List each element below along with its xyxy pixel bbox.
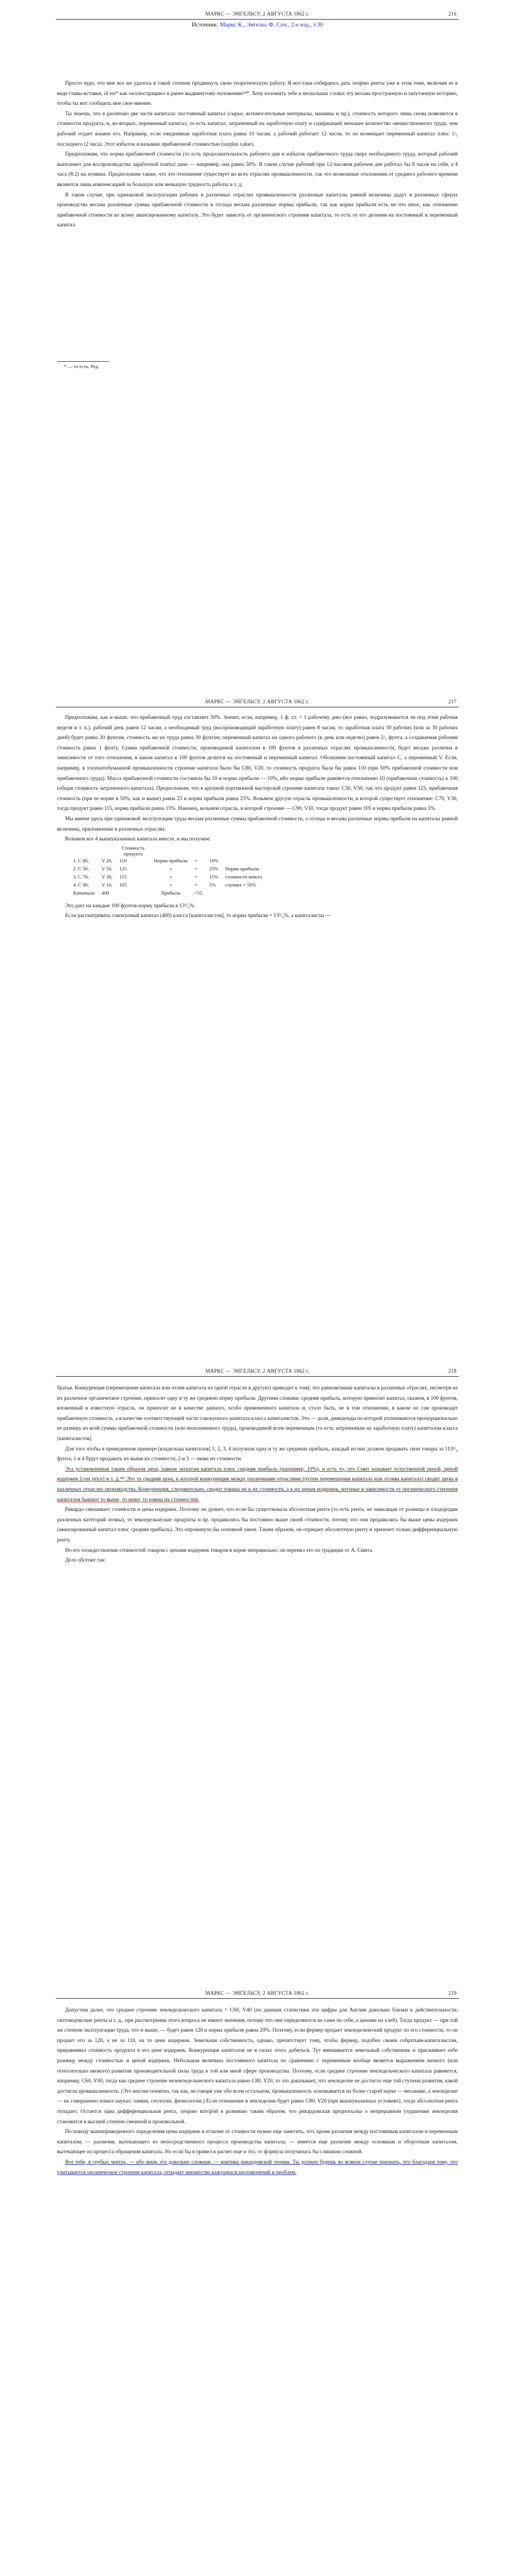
column-header: Стоимость продукта xyxy=(121,844,145,857)
page-header xyxy=(56,696,459,707)
table-cell: 4. С 90, xyxy=(73,881,89,888)
paragraph: Но его отождествление стоимостей товаров с ценами издержек товаров в корне неправильно; он перенял это по традиции от А. Смита. xyxy=(65,1547,374,1554)
table-cell: V 30, xyxy=(101,873,113,880)
source-prefix: Источник: xyxy=(191,22,220,28)
page-number: 218 xyxy=(448,1368,457,1374)
page-body xyxy=(56,2006,459,2178)
table-cell: стоимости вовсех xyxy=(225,873,263,880)
table-row xyxy=(70,873,266,881)
footnote-divider xyxy=(57,361,109,362)
table-row xyxy=(70,881,266,889)
table-row xyxy=(70,857,266,865)
source-citation xyxy=(56,22,459,28)
letter-page-218 xyxy=(56,1365,459,1566)
table-cell: Капитала xyxy=(73,889,95,896)
paragraph-highlighted: Вот тебе, в грубых чертах, — ибо вещь эта довольно сложная, — критика рикардовской теории. Ты должен будешь во всяком случае признать, что благодаря тому, что учитывается органическое строение капитала, отпадает множество кажущихся противоречий и проблем. xyxy=(57,2159,458,2176)
page-header-title: МАРКС — ЭНГЕЛЬСУ, 2 АВГУСТА 1862 г. xyxy=(205,11,310,17)
table-cell: 25% xyxy=(209,865,219,872)
footnote: * — то есть. Ред. xyxy=(64,363,100,369)
table-cell: 400 xyxy=(101,889,109,896)
table-total-row xyxy=(70,889,266,897)
table-cell: 3. С 70, xyxy=(73,873,89,880)
table-cell: = xyxy=(194,881,197,888)
paragraph: В таком случае, при одинаковой эксплуатации рабочих в различных отраслях промышленности различные капиталы равной величины дадут в различных сферах производства весьма различные суммы прибавочной стоимости и отсюда весьма различные нормы прибыли, так как норма прибыли есть не что иное, как отношение прибавочной стоимости ко всему авансированному капиталу. Это будет зависеть от органического строения капитала, то есть от его деления на постоянный и переменный капитал. xyxy=(57,192,458,229)
table-cell: Норма прибыли xyxy=(154,857,188,863)
paragraph: Если рассматривать совокупный капитал (400) класса [капиталистов], то норма прибыли = 13³/₄%, а капиталисты — xyxy=(65,913,331,919)
table-row xyxy=(70,865,266,873)
table-cell: V 20, xyxy=(101,857,113,863)
table-cell: 105 xyxy=(119,881,127,888)
table-cell: » xyxy=(169,873,172,880)
paragraph: Рикардо смешивает стоимости и цены издержек. Поэтому он думает, что если бы существовала абсолютная рента (то есть рента, не зависящая от разницы в плодородии различных категорий почвы), то земледельческие продукты и пр. продавались бы постоянно выше своей стоимости, потому что они продавались бы выше цены издержек (авансированный капитал плюс средняя прибыль). Это опрокинуло бы основной закон. Таким образом, он отрицает абсолютную ренту и признает только дифференциальную ренту. xyxy=(57,1507,458,1543)
table-cell: V 10, xyxy=(101,881,113,888)
paragraph: Мы имеем здесь при одинаковой эксплуатации труда весьма различные суммы прибавочной стоимости, а отсюда и весьма различные нормы прибыли на капиталы равной величины, приложенные в различных отраслях. xyxy=(57,816,458,832)
paragraph: Для того чтобы в приведенном примере [владельцы капиталов] 1, 2, 3, 4 получили одну и ту же среднюю прибыль, каждый из них должен продавать свои товары за 113³/₄ фунта; 1 и 4 будут продавать их выше их стоимости, 2 и 3 — ниже их стоимости. xyxy=(57,1446,458,1463)
table-cell: 15% xyxy=(209,873,219,880)
table-cell: Норма прибыли xyxy=(225,865,259,872)
table-cell: 10% xyxy=(209,857,219,863)
table-cell: Прибыль xyxy=(161,889,181,896)
page-number: 216 xyxy=(448,11,457,17)
paragraph: Это дает на каждые 100 фунтов норму прибыли в 13³/₄%. xyxy=(65,903,196,909)
page-header xyxy=(56,1365,459,1377)
letter-page-217 xyxy=(56,696,459,922)
table-cell: » xyxy=(169,865,172,872)
table-cell: 110 xyxy=(119,857,127,863)
letter-page-216 xyxy=(56,8,459,369)
page-number: 219 xyxy=(448,1990,457,1996)
table-cell: 2. С 50, xyxy=(73,865,89,872)
capital-calculation-table xyxy=(70,845,266,897)
paragraph: Ты знаешь, что я различаю две части капитала: постоянный капитал (сырье, вспомогательные материалы, машины и пр.), стоимость которого лишь снова появляется в стоимости продукта, и, во-вторых, переменный капитал, то есть капитал, затраченный на заработную плату и содержащий меньшее количество овеществленного труда, чем рабочий отдает взамен его. Например, если ежедневная заработная плата равна 10 часам, а рабочий работает 12 часов, то он возмещает переменный капитал плюс 1/₅ последнего (2 часа). Этот избыток я называю прибавочной стоимостью (surplus value). xyxy=(57,111,458,147)
paragraph: Предположим, как и выше, что прибавочный труд составляет 50%. Значит, если, например, 1 ф. ст. = 1 рабочему дню (все равно, подразумевается ли под этим рабочая неделя и т. п.), рабочий день равен 12 часам, а необходимый труд (воспроизводящий заработную плату) равен 8 часам, то заработная плата 30 рабочих (или за 30 рабочих дней) будет равна 20 фунтам, стоимость же их труда равна 30 фунтам; переменный капитал на одного рабочего (в день или неделю) равен 2/₃ фунта, а создаваемая рабочим стоимость равна 1 фунту. Сумма прибавочной стоимости, производимой капиталом в 100 фунтов в различных отраслях промышленности, будет весьма различна в зависимости от того отношения, в каком капитал в 100 фунтов делится на постоянный и переменный капитал. Обозначим постоянный капитал С, а переменный V. Если, например, в хлопчатобумажной промышленности строение капитала было бы С80, V20, то стоимость продукта была бы равна 110 (при 50% прибавочной стоимости или прибавочного труда). Масса прибавочной стоимости составила бы 10 и норма прибыли — 10%, ибо норма прибыли равняется отношению 10 (прибавочная стоимость) к 100 (общая стоимость затраченного капитала). Предположим, что в крупной портняжной мастерской строение капитала такое: С50, V50, так что продукт равен 125, прибавочная стоимость (при ее норме в 50%, как и выше) равна 25 и норма прибыли равна 25%. Возьмем другую отрасль промышленности, в которой существует отношение: С70, V30, тогда продукт равен 115, норма прибыли равна 15%. Наконец, возьмем отрасль, в которой строение — С90, V10, тогда продукт равен 105 и норма прибыли равна 5%. xyxy=(57,715,458,812)
paragraph: Возьмем все 4 вышеуказанных капитала вместе, и мы получим: xyxy=(65,836,211,843)
letter-page-219 xyxy=(56,1987,459,2178)
page-body xyxy=(56,1384,459,1566)
table-cell: = xyxy=(194,865,197,872)
page-body xyxy=(56,79,459,369)
table-cell: 5% xyxy=(209,881,216,888)
paragraph: Дело обстоит так: xyxy=(65,1558,107,1564)
table-cell: = xyxy=(194,873,197,880)
page-number: 217 xyxy=(448,699,457,704)
table-cell: 1. С 80, xyxy=(73,857,89,863)
page-header xyxy=(56,1987,459,1999)
page-header-title: МАРКС — ЭНГЕЛЬСУ, 2 АВГУСТА 1862 г. xyxy=(205,1990,310,1996)
paragraph-highlighted: Эта установленная таким образом цена, равная затратам капитала плюс средняя прибыль (например, 10%), и есть то, что Смит называет естественной ценой, ценой издержек [cost price] и т. д.³⁴¹ Это та средняя цена, к которой конкуренция между различными отраслями (путем перемещения капитала или отлива капитала) сводит цены в различных отраслях производства. Конкуренция, следовательно, сводит товары не к их стоимости, а к их ценам издержек, которые в зависимости от органического строения капиталов бывают то выше, то ниже, то равны их стоимостям. xyxy=(57,1466,458,1503)
paragraph: Предположим, что норма прибавочной стоимости (то есть продолжительность рабочего дня и избыток прибавочного труда сверх необходимого труда, который рабочий выполняет для воспроизводства заработной платы) дана — например, она равна 50%. В таком случае рабочий при 12-часовом рабочем дне работал бы 8 часов на себя, а 4 часа (8:2) на хозяина. Предположим также, что это отношение существует во всех отраслях промышленности, так что возможные отклонения от среднего рабочего времени являются лишь компенсацией за большую или меньшую трудность работы и т. д. xyxy=(57,151,458,188)
table-cell: = xyxy=(194,857,197,863)
source-link[interactable]: Маркс К., Энгельс Ф. Соч., 2-е изд., т.30 xyxy=(219,22,324,28)
table-cell: 115 xyxy=(119,873,127,880)
paragraph: Допустим далее, что среднее строение земледельческого капитала = С60, V40 (по данным статистики эти цифры для Англии довольно близки к действительности; скотоводческие ренты и т. д., при рассмотрении этого вопроса не имеют значения, потому что они определяются не сами по себе, а ценами на хлеб). Тогда продукт — при той же степени эксплуатации труда, что и выше, — будет равен 120 и норма прибыли равна 20%. Поэтому, если фермер продает земледельческий продукт по его стоимости, то он продает его за 120, а не за 110, на то цене издержек. Земельная собственность, однако, препятствует тому, чтобы фермер, подобно своим собратьям-капиталистам, приравнивал стоимость продукта к его цене издержек. Конкуренция капиталов не в силах этого добиться. Тут вмешивается земельный собственник и присваивает себе разницу между стоимостью и ценой издержек. Небольшая величина постоянного капитала по сравнению с переменным вообще является выражением низкого (или относительно низкого) развития производительной силы труда в той или иной сфере производства. Поэтому, если среднее строение земледельческого капитала равняется, например, С60, V40, тогда как среднее строение неземледельческого капитала равно С80, V20, то это доказывает, что земледелие не достигло еще той ступени развития, какой достигла промышленность. (Это вполне понятно, так как, не говоря уже обо всем остальном, промышленность основывается на более старой науке — механике, а земледелие — на совершенно новых науках: химии, геологии, физиологии.) Если отношение в земледелии будет равно С80, V20 (при вышеуказанных условиях), тогда абсолютная рента отпадает. Остается одна дифференциальная рента, теорию которой я развиваю таким образом, что рикардовская предпосылка о непрерывном ухудшении земледелия становится в высшей степени смешной и произвольной. xyxy=(57,2007,458,2125)
page-header-title: МАРКС — ЭНГЕЛЬСУ, 2 АВГУСТА 1862 г. xyxy=(205,1368,310,1374)
table-cell: » xyxy=(169,881,172,888)
page-header xyxy=(56,8,459,20)
paragraph: Просто чудо, что мне все же удалось в такой степени продвинуть свою теоретическую работу. Я все-таки собираюсь дать теорию ренты уже в этом томе, включив ее в виде главы-вставки, id est* как «иллюстрацию» к ранее выдвинутому положению³⁴⁰. Хочу изложить тебе в нескольких словах эту весьма пространную и запутанную историю, чтобы ты мог сообщить мне свое мнение. xyxy=(57,81,458,107)
table-cell: 125 xyxy=(119,865,127,872)
table-cell: =55 xyxy=(194,889,203,896)
paragraph: братья. Конкуренция (перемещение капитала или отлив капитала из одной отрасли в другую) приводит к тому, что равновеликие капиталы в различных отраслях, несмотря на их различное органическое строение, приносят одну и ту же среднюю норму прибыли. Другими словами: средняя прибыль, которую приносит капитал, скажем, в 100 фунтов, вложенный в известную отрасль, он приносит не в качестве данного, особо примененного капитала и, стало быть, не в том отношении, в каком он сам производит прибавочную стоимость, а в качестве соответствующей части совокупного капитала класса капиталистов. Это — доля, дивиденды по которой уплачиваются пропорционально ее размеру из всей суммы прибавочной стоимости (или неоплаченного труда), производимой всем переменным (то есть затраченным на заработную плату) капиталом класса [капиталистов]. xyxy=(57,1385,458,1442)
paragraph: По поводу вышеприведенного определения цены издержек в отличие от стоимости нужно еще заметить, что, кроме различия между постоянным капиталом и переменным капиталом, — различия, вытекающего из непосредственного процесса производства капитала, — имеется еще различие между основным и оборотным капиталом, вытекающее из процесса обращения капитала. Но если бы я привел в расчет еще и это, то формула получилась бы слишком сложной. xyxy=(57,2129,458,2155)
table-cell: V 50, xyxy=(101,865,113,872)
table-cell: случаях = 50% xyxy=(225,881,256,888)
page-body xyxy=(56,713,459,922)
page-header-title: МАРКС — ЭНГЕЛЬСУ, 2 АВГУСТА 1862 г. xyxy=(205,699,310,704)
